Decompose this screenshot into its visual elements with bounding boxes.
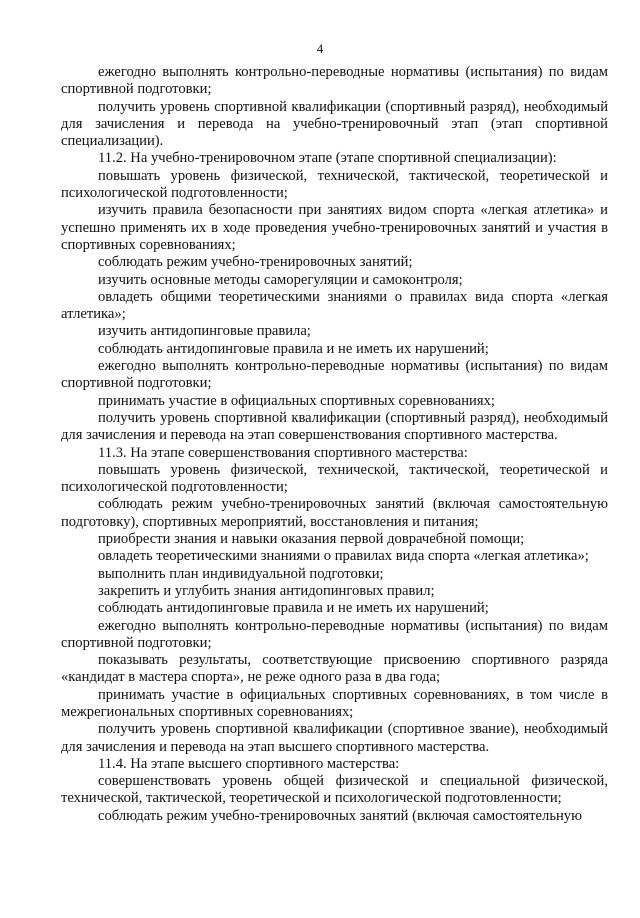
paragraph: ежегодно выполнять контрольно-переводные нормативы (испытания) по видам спортивной подготовки; <box>61 358 608 392</box>
paragraph: приобрести знания и навыки оказания первой доврачебной помощи; <box>98 531 525 548</box>
paragraph: принимать участие в официальных спортивных соревнованиях; <box>98 392 495 409</box>
paragraph: соблюдать режим учебно-тренировочных занятий; <box>98 254 413 271</box>
document-body <box>61 64 608 825</box>
paragraph: получить уровень спортивной квалификации (спортивный разряд), необходимый для зачисления и перевода на этап совершенствования спортивного мастерства. <box>61 409 608 444</box>
paragraph: принимать участие в официальных спортивных соревнованиях, в том числе в межрегиональных спортивных соревнованиях; <box>61 686 608 720</box>
paragraph: выполнить план индивидуальной подготовки; <box>98 565 384 582</box>
paragraph: совершенствовать уровень общей физической и специальной физической, технической, тактической, теоретической и психологической подготовленности; <box>61 773 608 807</box>
paragraph: изучить правила безопасности при занятиях видом спорта «легкая атлетика» и успешно применять их в ходе проведения учебно-тренировочных занятий и участия в спортивных соревнованиях; <box>61 202 608 253</box>
paragraph: ежегодно выполнять контрольно-переводные нормативы (испытания) по видам спортивной подготовки; <box>61 64 608 98</box>
paragraph: соблюдать антидопинговые правила и не иметь их нарушений; <box>98 600 489 617</box>
paragraph: овладеть теоретическими знаниями о правилах вида спорта «легкая атлетика»; <box>98 548 589 565</box>
paragraph: изучить антидопинговые правила; <box>98 323 311 340</box>
paragraph: получить уровень спортивной квалификации (спортивное звание), необходимый для зачисления и перевода на этап высшего спортивного мастерства. <box>61 721 608 755</box>
paragraph: 11.2. На учебно-тренировочном этапе (этапе спортивной специализации): <box>98 150 557 167</box>
paragraph: соблюдать режим учебно-тренировочных занятий (включая самостоятельную подготовку), спортивных мероприятий, восстановления и питания; <box>61 496 608 530</box>
paragraph: закрепить и углубить знания антидопинговых правил; <box>98 582 435 599</box>
paragraph: повышать уровень физической, технической, тактической, теоретической и психологической подготовленности; <box>61 167 608 202</box>
paragraph: ежегодно выполнять контрольно-переводные нормативы (испытания) по видам спортивной подготовки; <box>61 617 608 651</box>
paragraph: соблюдать антидопинговые правила и не иметь их нарушений; <box>98 340 489 357</box>
paragraph: 11.3. На этапе совершенствования спортивного мастерства: <box>98 444 468 461</box>
paragraph: повышать уровень физической, технической, тактической, теоретической и психологической подготовленности; <box>61 461 608 496</box>
paragraph: соблюдать режим учебно-тренировочных занятий (включая самостоятельную <box>98 807 582 824</box>
paragraph: показывать результаты, соответствующие присвоению спортивного разряда «кандидат в мастера спорта», не реже одного раза в два года; <box>61 652 608 686</box>
page-number: 4 <box>316 41 324 56</box>
paragraph: изучить основные методы саморегуляции и самоконтроля; <box>98 271 463 288</box>
paragraph: получить уровень спортивной квалификации (спортивный разряд), необходимый для зачисления и перевода на учебно-тренировочный этап (этап спортивной специализации). <box>61 98 608 150</box>
paragraph: 11.4. На этапе высшего спортивного мастерства: <box>98 755 400 772</box>
paragraph: овладеть общими теоретическими знаниями о правилах вида спорта «легкая атлетика»; <box>61 288 608 323</box>
